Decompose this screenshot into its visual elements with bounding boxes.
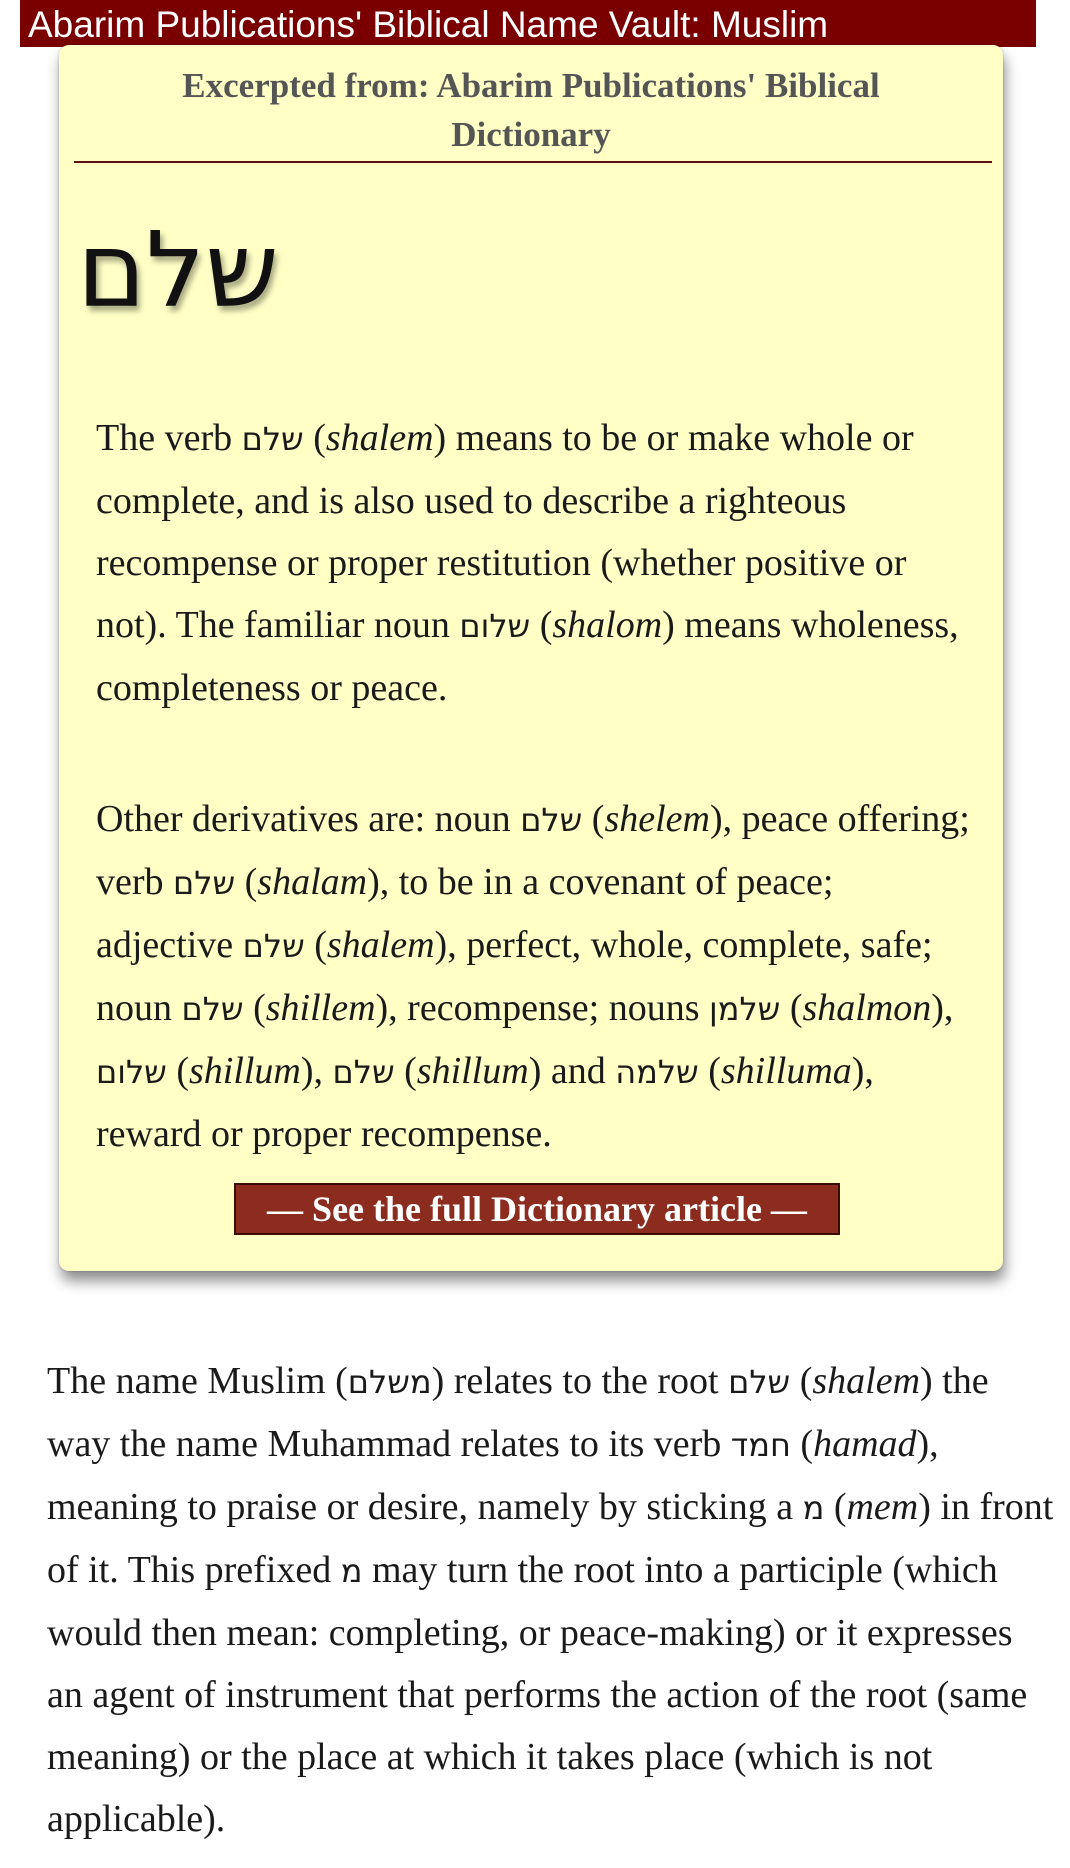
transliteration: shillem (265, 987, 376, 1029)
text-run: ), recompense; nouns (375, 987, 709, 1029)
text-run: ) means to be or make whole or complete, and is also used to describe a righteous recompense or proper restitution (whether positive or not). The familiar noun (96, 417, 914, 646)
text-run: ) in front of it. This prefixed (47, 1486, 1054, 1591)
text-run: ) means wholeness, completeness or peace. (96, 604, 959, 709)
hebrew-word: משלם (347, 1363, 432, 1401)
text-run: The name Muslim ( (47, 1360, 348, 1402)
text-run: may turn the root into a participle (which would then mean: completing, or peace-making) or it expresses an agent of instrument that performs the action of the root (same meaning) or the place at which it takes place (which is not applicable). (47, 1549, 1028, 1840)
text-run: ) and (528, 1050, 616, 1092)
hebrew-word: חמד (730, 1426, 791, 1464)
text-run: ) the way the name Muhammad relates to its verb (47, 1360, 989, 1465)
text-run: ), perfect, whole, complete, safe; noun (96, 924, 933, 1029)
transliteration: hamad (813, 1423, 917, 1465)
divider (74, 161, 992, 163)
excerpt-heading: Excerpted from: Abarim Publications' Biblical Dictionary (182, 66, 880, 154)
transliteration: shalem (326, 924, 435, 966)
text-run: ( (304, 924, 327, 966)
text-run: ( (780, 987, 803, 1029)
transliteration: shalem (325, 417, 434, 459)
text-run: ), peace offering; verb (96, 798, 970, 903)
full-dictionary-article-button[interactable]: — See the full Dictionary article — (234, 1183, 840, 1235)
hebrew-word: שלמה (615, 1053, 699, 1091)
text-run: ( (243, 987, 266, 1029)
muslim-name-paragraph (47, 1350, 1057, 1850)
text-run: ), meaning to praise or desire, namely by sticking a (47, 1423, 939, 1528)
definition-paragraph (96, 407, 976, 719)
hebrew-word: שלמן (709, 990, 781, 1028)
hebrew-root-heading: שלם (77, 209, 279, 331)
hebrew-word: מ (802, 1489, 825, 1527)
text-run: ), (300, 1050, 333, 1092)
text-run: Other derivatives are: noun (96, 798, 521, 840)
text-run: ( (582, 798, 605, 840)
hebrew-word: שלם (241, 420, 304, 458)
transliteration: shalam (257, 861, 368, 903)
page-title: Abarim Publications' Biblical Name Vault: Muslim (28, 4, 829, 45)
text-run: ), reward or proper recompense. (96, 1050, 874, 1155)
hebrew-word: שלם (520, 801, 583, 839)
text-run: ( (530, 604, 553, 646)
text-run: ( (235, 861, 258, 903)
text-run: ( (303, 417, 326, 459)
transliteration: shalmon (802, 987, 932, 1029)
transliteration: shalom (552, 604, 663, 646)
page-title-bar (20, 0, 1036, 47)
hebrew-word: שלום (96, 1053, 167, 1091)
transliteration: shelem (604, 798, 710, 840)
text-run: ( (790, 1360, 813, 1402)
hebrew-word: שלם (728, 1363, 791, 1401)
transliteration: shilluma (720, 1050, 852, 1092)
text-run: The verb (96, 417, 242, 459)
transliteration: shillum (416, 1050, 529, 1092)
derivatives-paragraph (96, 788, 976, 1165)
transliteration: shalem (812, 1360, 921, 1402)
text-run: ( (394, 1050, 417, 1092)
text-run: ( (824, 1486, 847, 1528)
text-run: ) relates to the root (431, 1360, 729, 1402)
text-run: ), to be in a covenant of peace; adjective (96, 861, 834, 966)
hebrew-word: מ (340, 1552, 363, 1590)
dictionary-excerpt-box (59, 45, 1003, 1271)
text-run: ( (166, 1050, 189, 1092)
hebrew-word: שלם (173, 864, 236, 902)
hebrew-word: שלם (332, 1053, 395, 1091)
text-run: ), (931, 987, 954, 1029)
hebrew-word: שלם (242, 927, 305, 965)
transliteration: mem (846, 1486, 919, 1528)
hebrew-word: שלם (181, 990, 244, 1028)
hebrew-word: שלום (459, 607, 531, 645)
transliteration: shillum (188, 1050, 301, 1092)
text-run: ( (698, 1050, 721, 1092)
text-run: ( (790, 1423, 814, 1465)
